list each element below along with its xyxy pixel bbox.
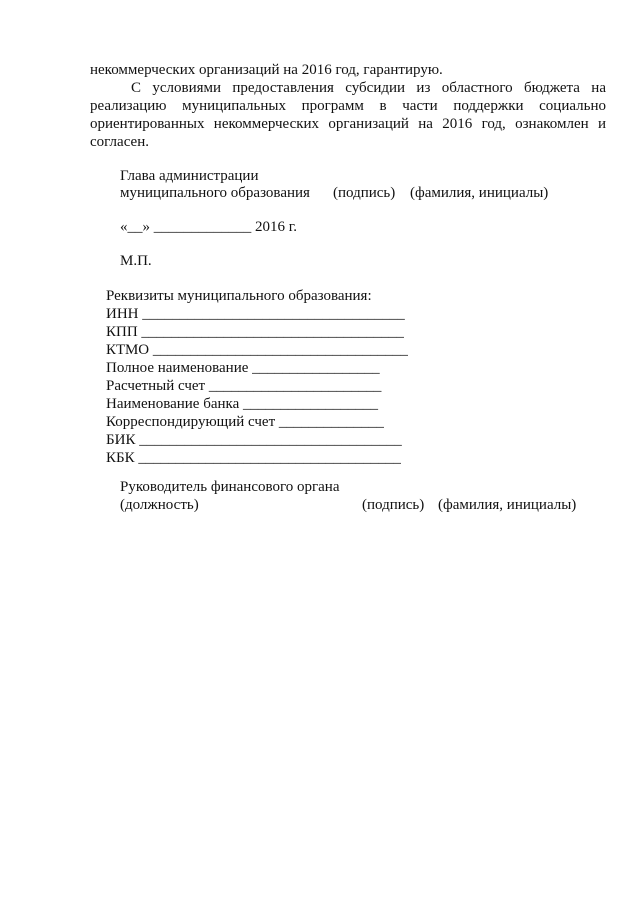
date-line: «__» _____________ 2016 г. [120, 219, 297, 235]
requisites-heading: Реквизиты муниципального образования: [106, 288, 372, 304]
finance-name-label: (фамилия, инициалы) [438, 497, 577, 513]
requisite-kpp: КПП ___________________________________ [106, 324, 404, 340]
intro-line-4: ориентированных некоммерческих организаций на 2016 год, ознакомлен и [90, 116, 606, 132]
intro-line-1: некоммерческих организаций на 2016 год, гарантирую. [90, 62, 443, 78]
head-title-line-1: Глава администрации [120, 168, 259, 184]
head-title-line-2: муниципального образования [120, 185, 310, 201]
requisite-account: Расчетный счет _______________________ [106, 378, 382, 394]
requisite-full-name: Полное наименование _________________ [106, 360, 380, 376]
requisite-kbk: КБК ___________________________________ [106, 450, 401, 466]
requisite-bik: БИК ___________________________________ [106, 432, 402, 448]
finance-signature-label: (подпись) [362, 497, 425, 513]
stamp-label: М.П. [120, 253, 152, 269]
intro-line-3: реализацию муниципальных программ в части поддержки социально [90, 98, 606, 114]
intro-line-2: С условиями предоставления субсидии из областного бюджета на [131, 80, 606, 96]
head-signature-label: (подпись) [333, 185, 396, 201]
requisite-bank-name: Наименование банка __________________ [106, 396, 378, 412]
requisite-inn: ИНН ___________________________________ [106, 306, 405, 322]
head-name-label: (фамилия, инициалы) [410, 185, 549, 201]
requisite-corr-account: Корреспондирующий счет ______________ [106, 414, 384, 430]
requisite-oktmo: КТМО __________________________________ [106, 342, 408, 358]
finance-position-label: (должность) [120, 497, 199, 513]
intro-line-5: согласен. [90, 134, 149, 150]
finance-title: Руководитель финансового органа [120, 479, 340, 495]
